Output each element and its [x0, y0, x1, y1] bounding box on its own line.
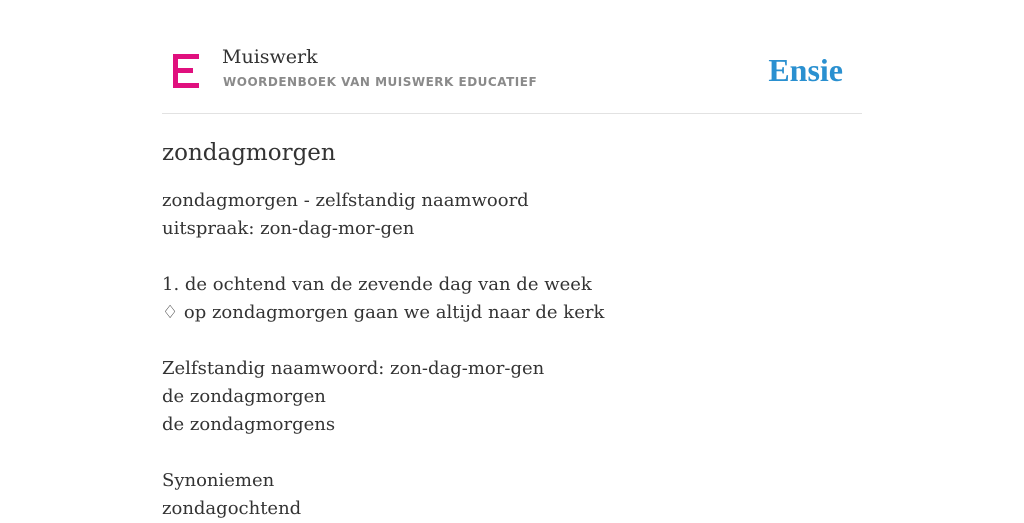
entry-content: [162, 134, 862, 523]
entry-line: [162, 243, 862, 271]
ensie-logo-link[interactable]: Ensie: [768, 52, 843, 88]
entry-line: de zondagmorgen: [162, 386, 326, 407]
entry-line: [162, 439, 862, 467]
entry-line: de zondagmorgens: [162, 414, 336, 435]
page-title: zondagmorgen: [162, 140, 336, 166]
entry-body: [162, 187, 862, 523]
brand-subtitle: WOORDENBOEK VAN MUISWERK EDUCATIEF: [223, 75, 538, 89]
entry-line: uitspraak: zon-dag-mor-gen: [162, 218, 415, 239]
entry-line: zondagmorgen - zelfstandig naamwoord: [162, 190, 529, 211]
synonyms-heading: Synoniemen: [162, 470, 275, 491]
brand-title-link[interactable]: Muiswerk: [222, 46, 318, 68]
entry-line: [162, 327, 862, 355]
synonym-item: zondagochtend: [162, 498, 302, 519]
muiswerk-logo-icon[interactable]: [173, 54, 199, 88]
entry-line: Zelfstandig naamwoord: zon-dag-mor-gen: [162, 358, 545, 379]
definition-line: 1. de ochtend van de zevende dag van de week: [162, 274, 592, 295]
header: [162, 0, 862, 114]
example-line: ♢ op zondagmorgen gaan we altijd naar de kerk: [162, 302, 605, 323]
